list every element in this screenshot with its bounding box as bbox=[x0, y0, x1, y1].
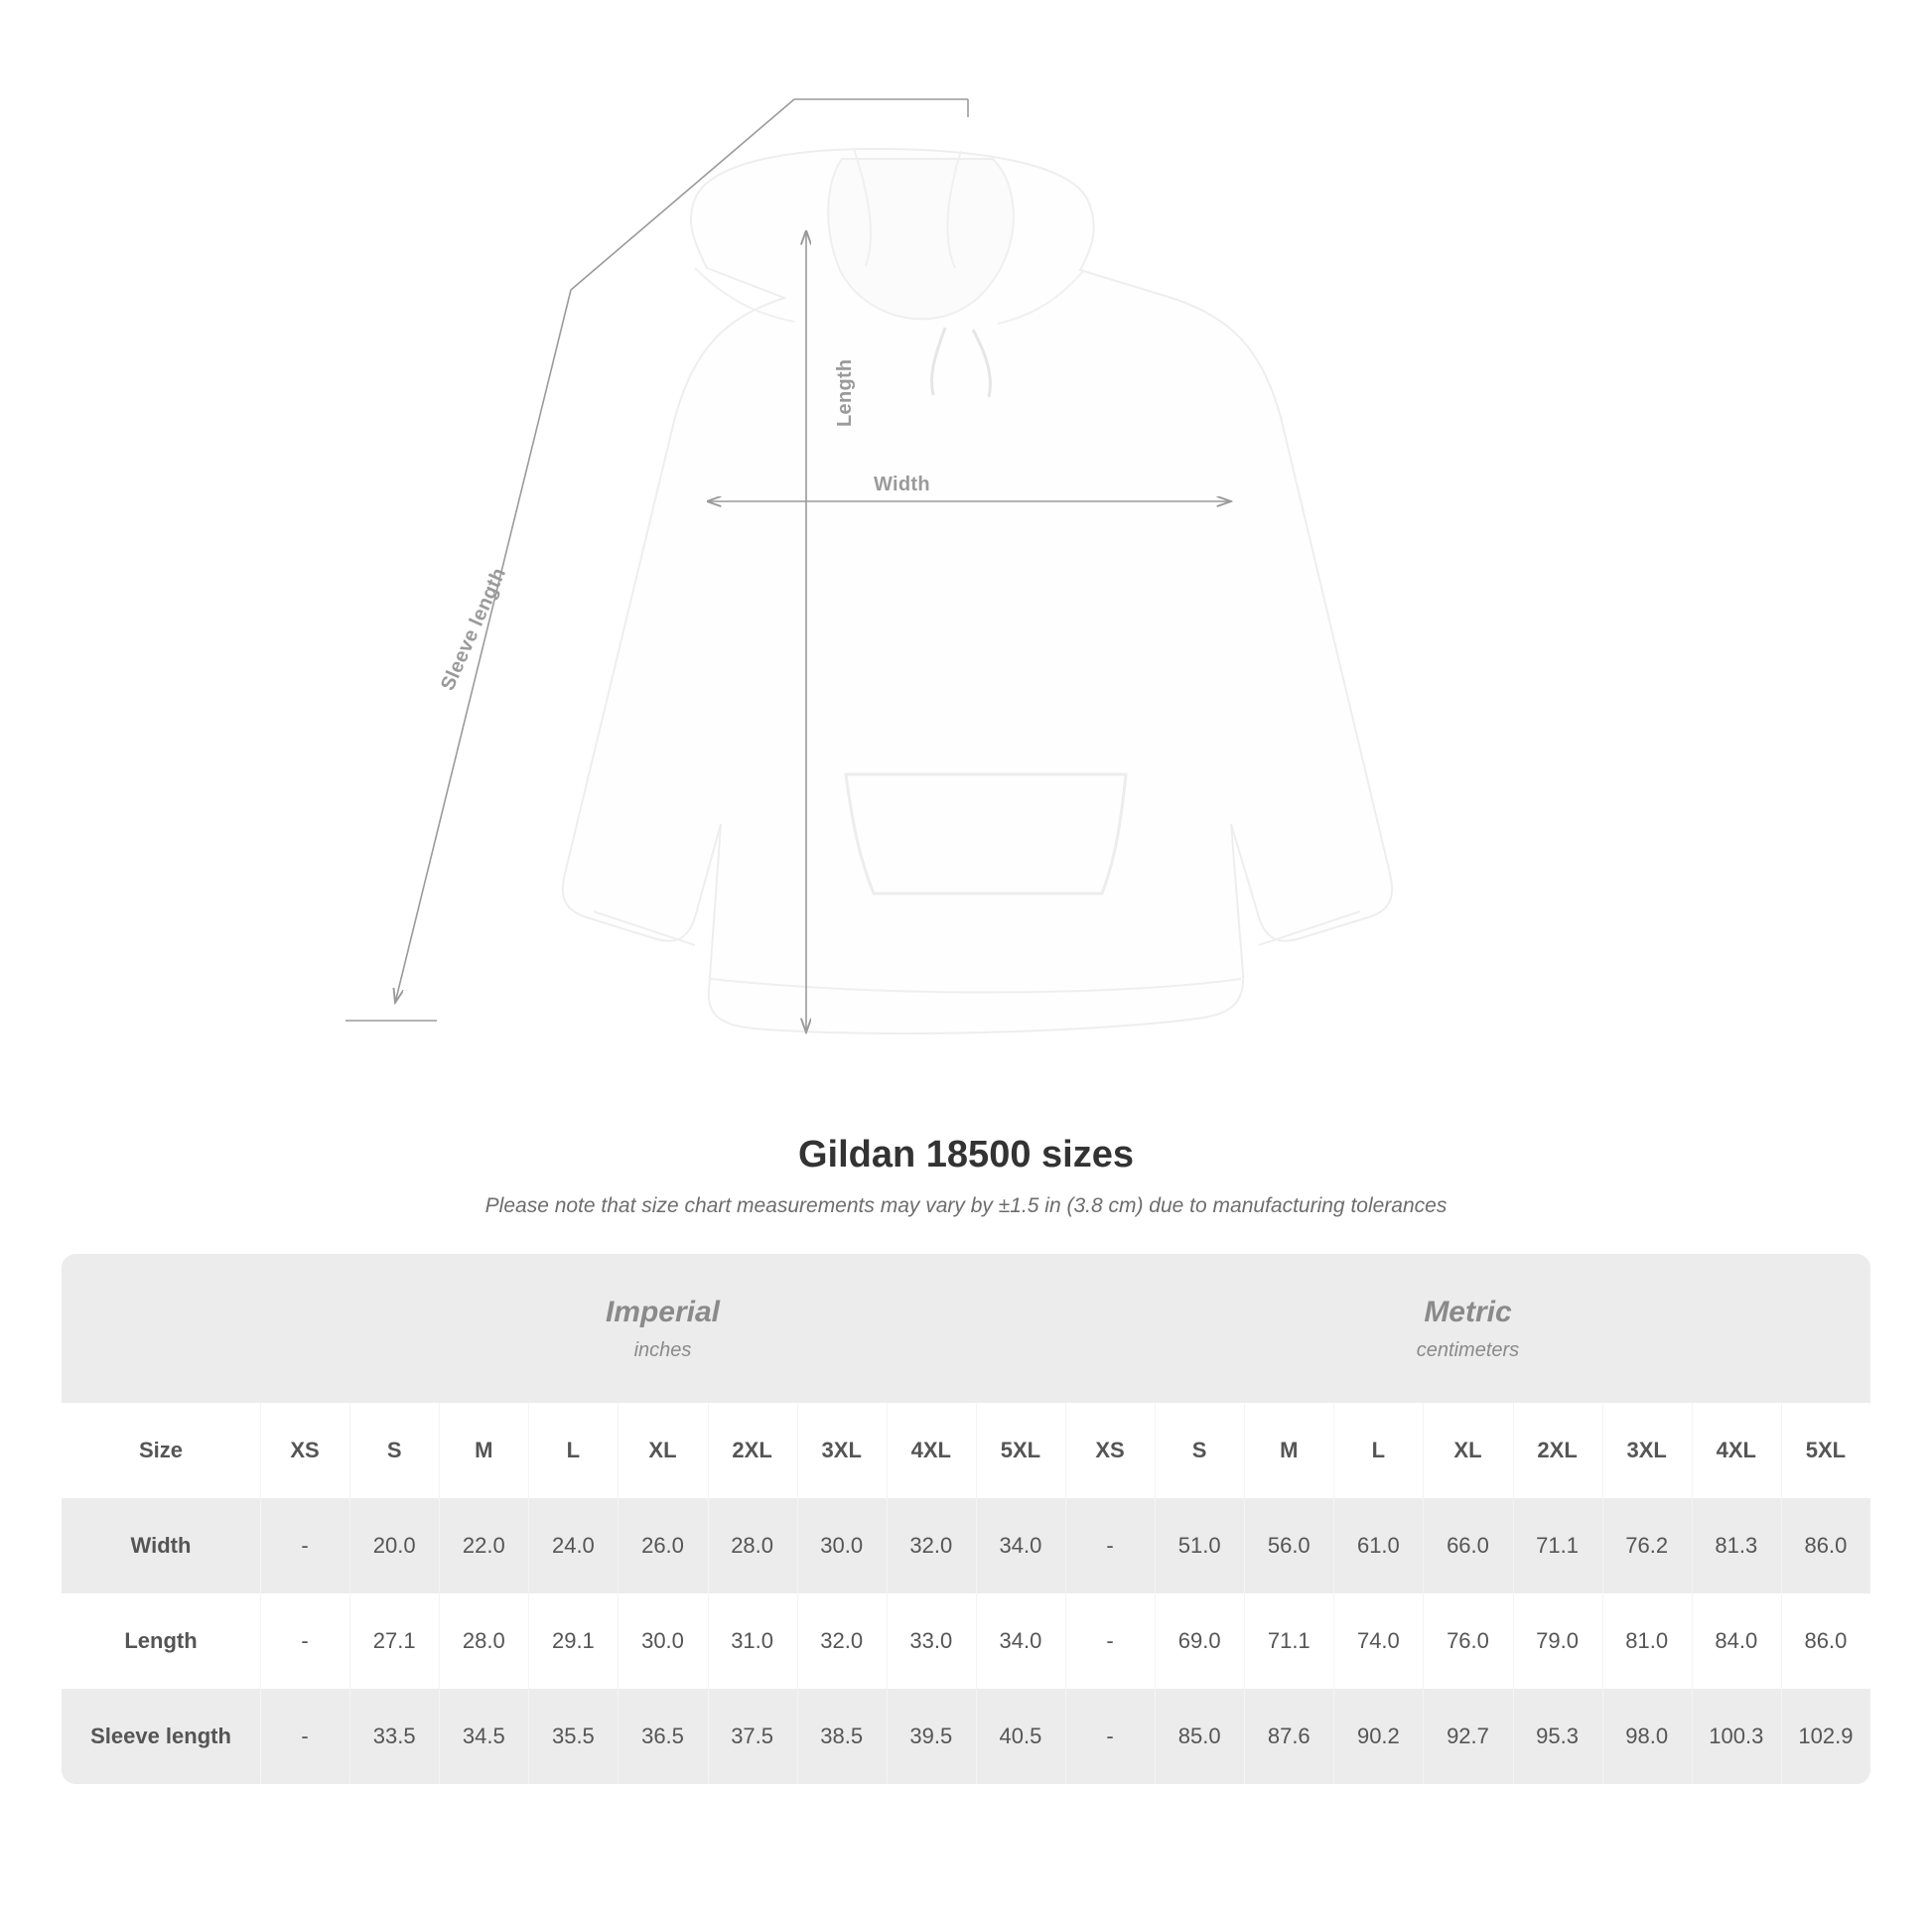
header-imperial-xl: XL bbox=[618, 1403, 707, 1498]
cell-length-imperial-4xl: 33.0 bbox=[887, 1593, 976, 1689]
cell-length-metric-4xl: 84.0 bbox=[1692, 1593, 1781, 1689]
row-label-length: Length bbox=[62, 1593, 260, 1689]
cell-length-imperial-xs: - bbox=[260, 1593, 349, 1689]
cell-width-metric-m: 56.0 bbox=[1244, 1498, 1333, 1593]
header-imperial-3xl: 3XL bbox=[797, 1403, 887, 1498]
cell-length-metric-3xl: 81.0 bbox=[1602, 1593, 1692, 1689]
cell-length-metric-m: 71.1 bbox=[1244, 1593, 1333, 1689]
cell-width-imperial-xl: 26.0 bbox=[618, 1498, 707, 1593]
cell-sleeve-imperial-m: 34.5 bbox=[439, 1689, 528, 1784]
cell-width-imperial-3xl: 30.0 bbox=[797, 1498, 887, 1593]
hoodie-shape bbox=[563, 149, 1392, 1034]
cell-length-metric-xs: - bbox=[1065, 1593, 1155, 1689]
cell-sleeve-imperial-4xl: 39.5 bbox=[887, 1689, 976, 1784]
metric-unit-cell bbox=[1065, 1254, 1870, 1403]
unit-banner-row bbox=[62, 1254, 1870, 1403]
header-metric-5xl: 5XL bbox=[1781, 1403, 1870, 1498]
cell-sleeve-metric-l: 90.2 bbox=[1333, 1689, 1423, 1784]
cell-width-imperial-4xl: 32.0 bbox=[887, 1498, 976, 1593]
header-metric-2xl: 2XL bbox=[1513, 1403, 1602, 1498]
cell-width-imperial-l: 24.0 bbox=[528, 1498, 618, 1593]
cell-width-metric-2xl: 71.1 bbox=[1513, 1498, 1602, 1593]
unit-banner-blank bbox=[62, 1254, 260, 1403]
header-imperial-m: M bbox=[439, 1403, 528, 1498]
size-table-wrapper bbox=[62, 1254, 1870, 1784]
metric-unit-sub: centimeters bbox=[1416, 1338, 1520, 1361]
tolerance-note: Please note that size chart measurements may vary by ±1.5 in (3.8 cm) due to manufacturing tolerances bbox=[484, 1194, 1448, 1217]
cell-length-imperial-s: 27.1 bbox=[349, 1593, 439, 1689]
cell-length-metric-s: 69.0 bbox=[1155, 1593, 1244, 1689]
size-table bbox=[62, 1254, 1870, 1784]
cell-width-metric-xl: 66.0 bbox=[1423, 1498, 1512, 1593]
size-header-row bbox=[62, 1403, 1870, 1498]
header-metric-xl: XL bbox=[1423, 1403, 1512, 1498]
cell-length-imperial-m: 28.0 bbox=[439, 1593, 528, 1689]
cell-sleeve-imperial-xs: - bbox=[260, 1689, 349, 1784]
imperial-unit-name: Imperial bbox=[605, 1295, 721, 1328]
cell-width-metric-s: 51.0 bbox=[1155, 1498, 1244, 1593]
table-row bbox=[62, 1689, 1870, 1784]
cell-length-imperial-2xl: 31.0 bbox=[708, 1593, 797, 1689]
cell-length-imperial-xl: 30.0 bbox=[618, 1593, 707, 1689]
cell-width-imperial-s: 20.0 bbox=[349, 1498, 439, 1593]
cell-width-metric-xs: - bbox=[1065, 1498, 1155, 1593]
cell-sleeve-imperial-s: 33.5 bbox=[349, 1689, 439, 1784]
size-header-label: Size bbox=[62, 1403, 260, 1498]
cell-width-metric-4xl: 81.3 bbox=[1692, 1498, 1781, 1593]
cell-width-imperial-5xl: 34.0 bbox=[976, 1498, 1065, 1593]
header-imperial-2xl: 2XL bbox=[708, 1403, 797, 1498]
cell-width-imperial-2xl: 28.0 bbox=[708, 1498, 797, 1593]
width-label: Width bbox=[874, 474, 930, 495]
title-block bbox=[0, 1134, 1932, 1218]
metric-unit-name: Metric bbox=[1424, 1295, 1512, 1328]
cell-sleeve-metric-4xl: 100.3 bbox=[1692, 1689, 1781, 1784]
cell-sleeve-metric-5xl: 102.9 bbox=[1781, 1689, 1870, 1784]
imperial-unit-sub: inches bbox=[633, 1338, 692, 1361]
header-imperial-4xl: 4XL bbox=[887, 1403, 976, 1498]
length-label: Length bbox=[834, 358, 856, 427]
cell-length-imperial-l: 29.1 bbox=[528, 1593, 618, 1689]
header-metric-l: L bbox=[1333, 1403, 1423, 1498]
cell-sleeve-imperial-xl: 36.5 bbox=[618, 1689, 707, 1784]
cell-length-metric-5xl: 86.0 bbox=[1781, 1593, 1870, 1689]
header-imperial-s: S bbox=[349, 1403, 439, 1498]
cell-length-imperial-3xl: 32.0 bbox=[797, 1593, 887, 1689]
cell-width-metric-3xl: 76.2 bbox=[1602, 1498, 1692, 1593]
cell-length-imperial-5xl: 34.0 bbox=[976, 1593, 1065, 1689]
cell-width-metric-5xl: 86.0 bbox=[1781, 1498, 1870, 1593]
cell-sleeve-imperial-3xl: 38.5 bbox=[797, 1689, 887, 1784]
cell-sleeve-imperial-5xl: 40.5 bbox=[976, 1689, 1065, 1784]
cell-sleeve-metric-3xl: 98.0 bbox=[1602, 1689, 1692, 1784]
table-row bbox=[62, 1593, 1870, 1689]
cell-sleeve-metric-s: 85.0 bbox=[1155, 1689, 1244, 1784]
cell-length-metric-xl: 76.0 bbox=[1423, 1593, 1512, 1689]
header-imperial-5xl: 5XL bbox=[976, 1403, 1065, 1498]
cell-sleeve-metric-2xl: 95.3 bbox=[1513, 1689, 1602, 1784]
cell-width-imperial-m: 22.0 bbox=[439, 1498, 528, 1593]
cell-sleeve-imperial-2xl: 37.5 bbox=[708, 1689, 797, 1784]
table-row bbox=[62, 1498, 1870, 1593]
cell-sleeve-metric-xs: - bbox=[1065, 1689, 1155, 1784]
header-metric-xs: XS bbox=[1065, 1403, 1155, 1498]
cell-width-imperial-xs: - bbox=[260, 1498, 349, 1593]
header-metric-3xl: 3XL bbox=[1602, 1403, 1692, 1498]
cell-sleeve-metric-xl: 92.7 bbox=[1423, 1689, 1512, 1784]
cell-width-metric-l: 61.0 bbox=[1333, 1498, 1423, 1593]
header-imperial-xs: XS bbox=[260, 1403, 349, 1498]
cell-length-metric-2xl: 79.0 bbox=[1513, 1593, 1602, 1689]
header-imperial-l: L bbox=[528, 1403, 618, 1498]
header-metric-4xl: 4XL bbox=[1692, 1403, 1781, 1498]
imperial-unit-cell bbox=[260, 1254, 1065, 1403]
row-label-width: Width bbox=[62, 1498, 260, 1593]
cell-length-metric-l: 74.0 bbox=[1333, 1593, 1423, 1689]
row-label-sleeve-length: Sleeve length bbox=[62, 1689, 260, 1784]
header-metric-s: S bbox=[1155, 1403, 1244, 1498]
cell-sleeve-metric-m: 87.6 bbox=[1244, 1689, 1333, 1784]
sleeve-length-label: Sleeve length bbox=[437, 564, 511, 694]
header-metric-m: M bbox=[1244, 1403, 1333, 1498]
page-title: Gildan 18500 sizes bbox=[798, 1134, 1134, 1175]
cell-sleeve-imperial-l: 35.5 bbox=[528, 1689, 618, 1784]
